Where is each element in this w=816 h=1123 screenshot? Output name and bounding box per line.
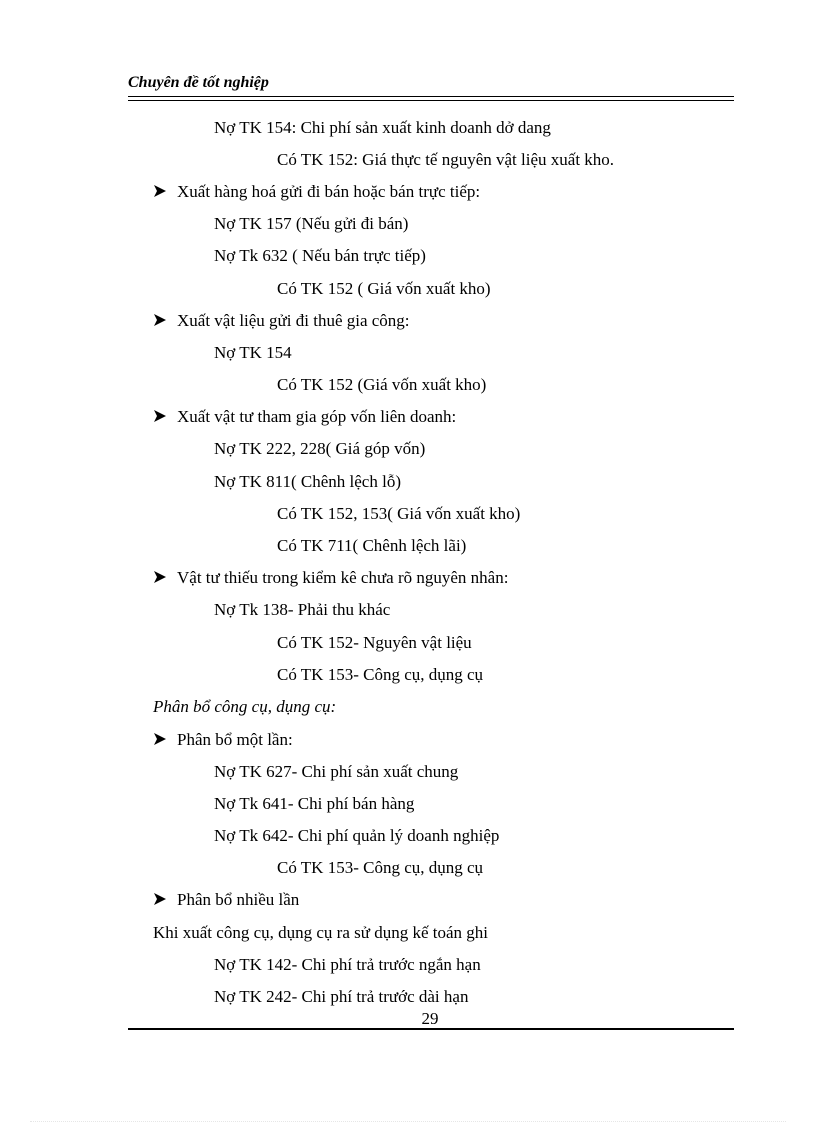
entry-line: Nợ TK 222, 228( Giá góp vốn) xyxy=(214,439,426,458)
page-number: 29 xyxy=(421,1009,439,1028)
footer-rule xyxy=(128,1028,734,1030)
entry-line: Nợ TK 242- Chi phí trả trước dài hạn xyxy=(214,987,469,1006)
entry-line: Nợ TK 154: Chi phí sản xuất kinh doanh dở dang xyxy=(214,118,551,137)
arrow-bullet-icon xyxy=(153,892,167,906)
entry-line: Có TK 153- Công cụ, dụng cụ xyxy=(277,858,484,877)
entry-line: Nợ TK 627- Chi phí sản xuất chung xyxy=(214,762,459,781)
entry-line: Nợ Tk 642- Chi phí quản lý doanh nghiệp xyxy=(214,826,500,845)
arrow-bullet-icon xyxy=(153,732,167,746)
bullet-item: Xuất vật tư tham gia góp vốn liên doanh: xyxy=(177,407,457,426)
arrow-bullet-icon xyxy=(153,313,167,327)
entry-line: Có TK 152 (Giá vốn xuất kho) xyxy=(277,375,487,394)
entry-line: Có TK 152 ( Giá vốn xuất kho) xyxy=(277,279,491,298)
entry-line: Nợ Tk 632 ( Nếu bán trực tiếp) xyxy=(214,246,426,265)
entry-line: Nợ Tk 138- Phải thu khác xyxy=(214,600,391,619)
entry-line: Nợ Tk 641- Chi phí bán hàng xyxy=(214,794,415,813)
bullet-item: Phân bổ nhiều lần xyxy=(177,890,300,909)
entry-line: Nợ TK 142- Chi phí trả trước ngắn hạn xyxy=(214,955,481,974)
entry-line: Có TK 711( Chênh lệch lãi) xyxy=(277,536,467,555)
page-header-title: Chuyên đề tốt nghiệp xyxy=(128,74,269,91)
bullet-item: Phân bổ một lần: xyxy=(177,730,293,749)
entry-line: Nợ TK 157 (Nếu gửi đi bán) xyxy=(214,214,409,233)
bullet-item: Xuất vật liệu gửi đi thuê gia công: xyxy=(177,311,410,330)
entry-line: Có TK 153- Công cụ, dụng cụ xyxy=(277,665,484,684)
bullet-item: Vật tư thiếu trong kiểm kê chưa rõ nguyên nhân: xyxy=(177,568,509,587)
entry-line: Nợ TK 154 xyxy=(214,343,292,362)
entry-line: Có TK 152, 153( Giá vốn xuất kho) xyxy=(277,504,521,523)
bullet-item: Xuất hàng hoá gửi đi bán hoặc bán trực tiếp: xyxy=(177,182,481,201)
header-rule-thin xyxy=(128,100,734,101)
arrow-bullet-icon xyxy=(153,409,167,423)
entry-line: Có TK 152- Nguyên vật liệu xyxy=(277,633,472,652)
footer-dotted-divider xyxy=(30,1121,786,1122)
arrow-bullet-icon xyxy=(153,570,167,584)
arrow-bullet-icon xyxy=(153,184,167,198)
entry-line: Có TK 152: Giá thực tế nguyên vật liệu xuất kho. xyxy=(277,150,615,169)
header-rule xyxy=(128,96,734,97)
paragraph-line: Khi xuất công cụ, dụng cụ ra sử dụng kế toán ghi xyxy=(153,923,488,942)
entry-line: Nợ TK 811( Chênh lệch lỗ) xyxy=(214,472,401,491)
section-heading: Phân bổ công cụ, dụng cụ: xyxy=(153,697,337,716)
